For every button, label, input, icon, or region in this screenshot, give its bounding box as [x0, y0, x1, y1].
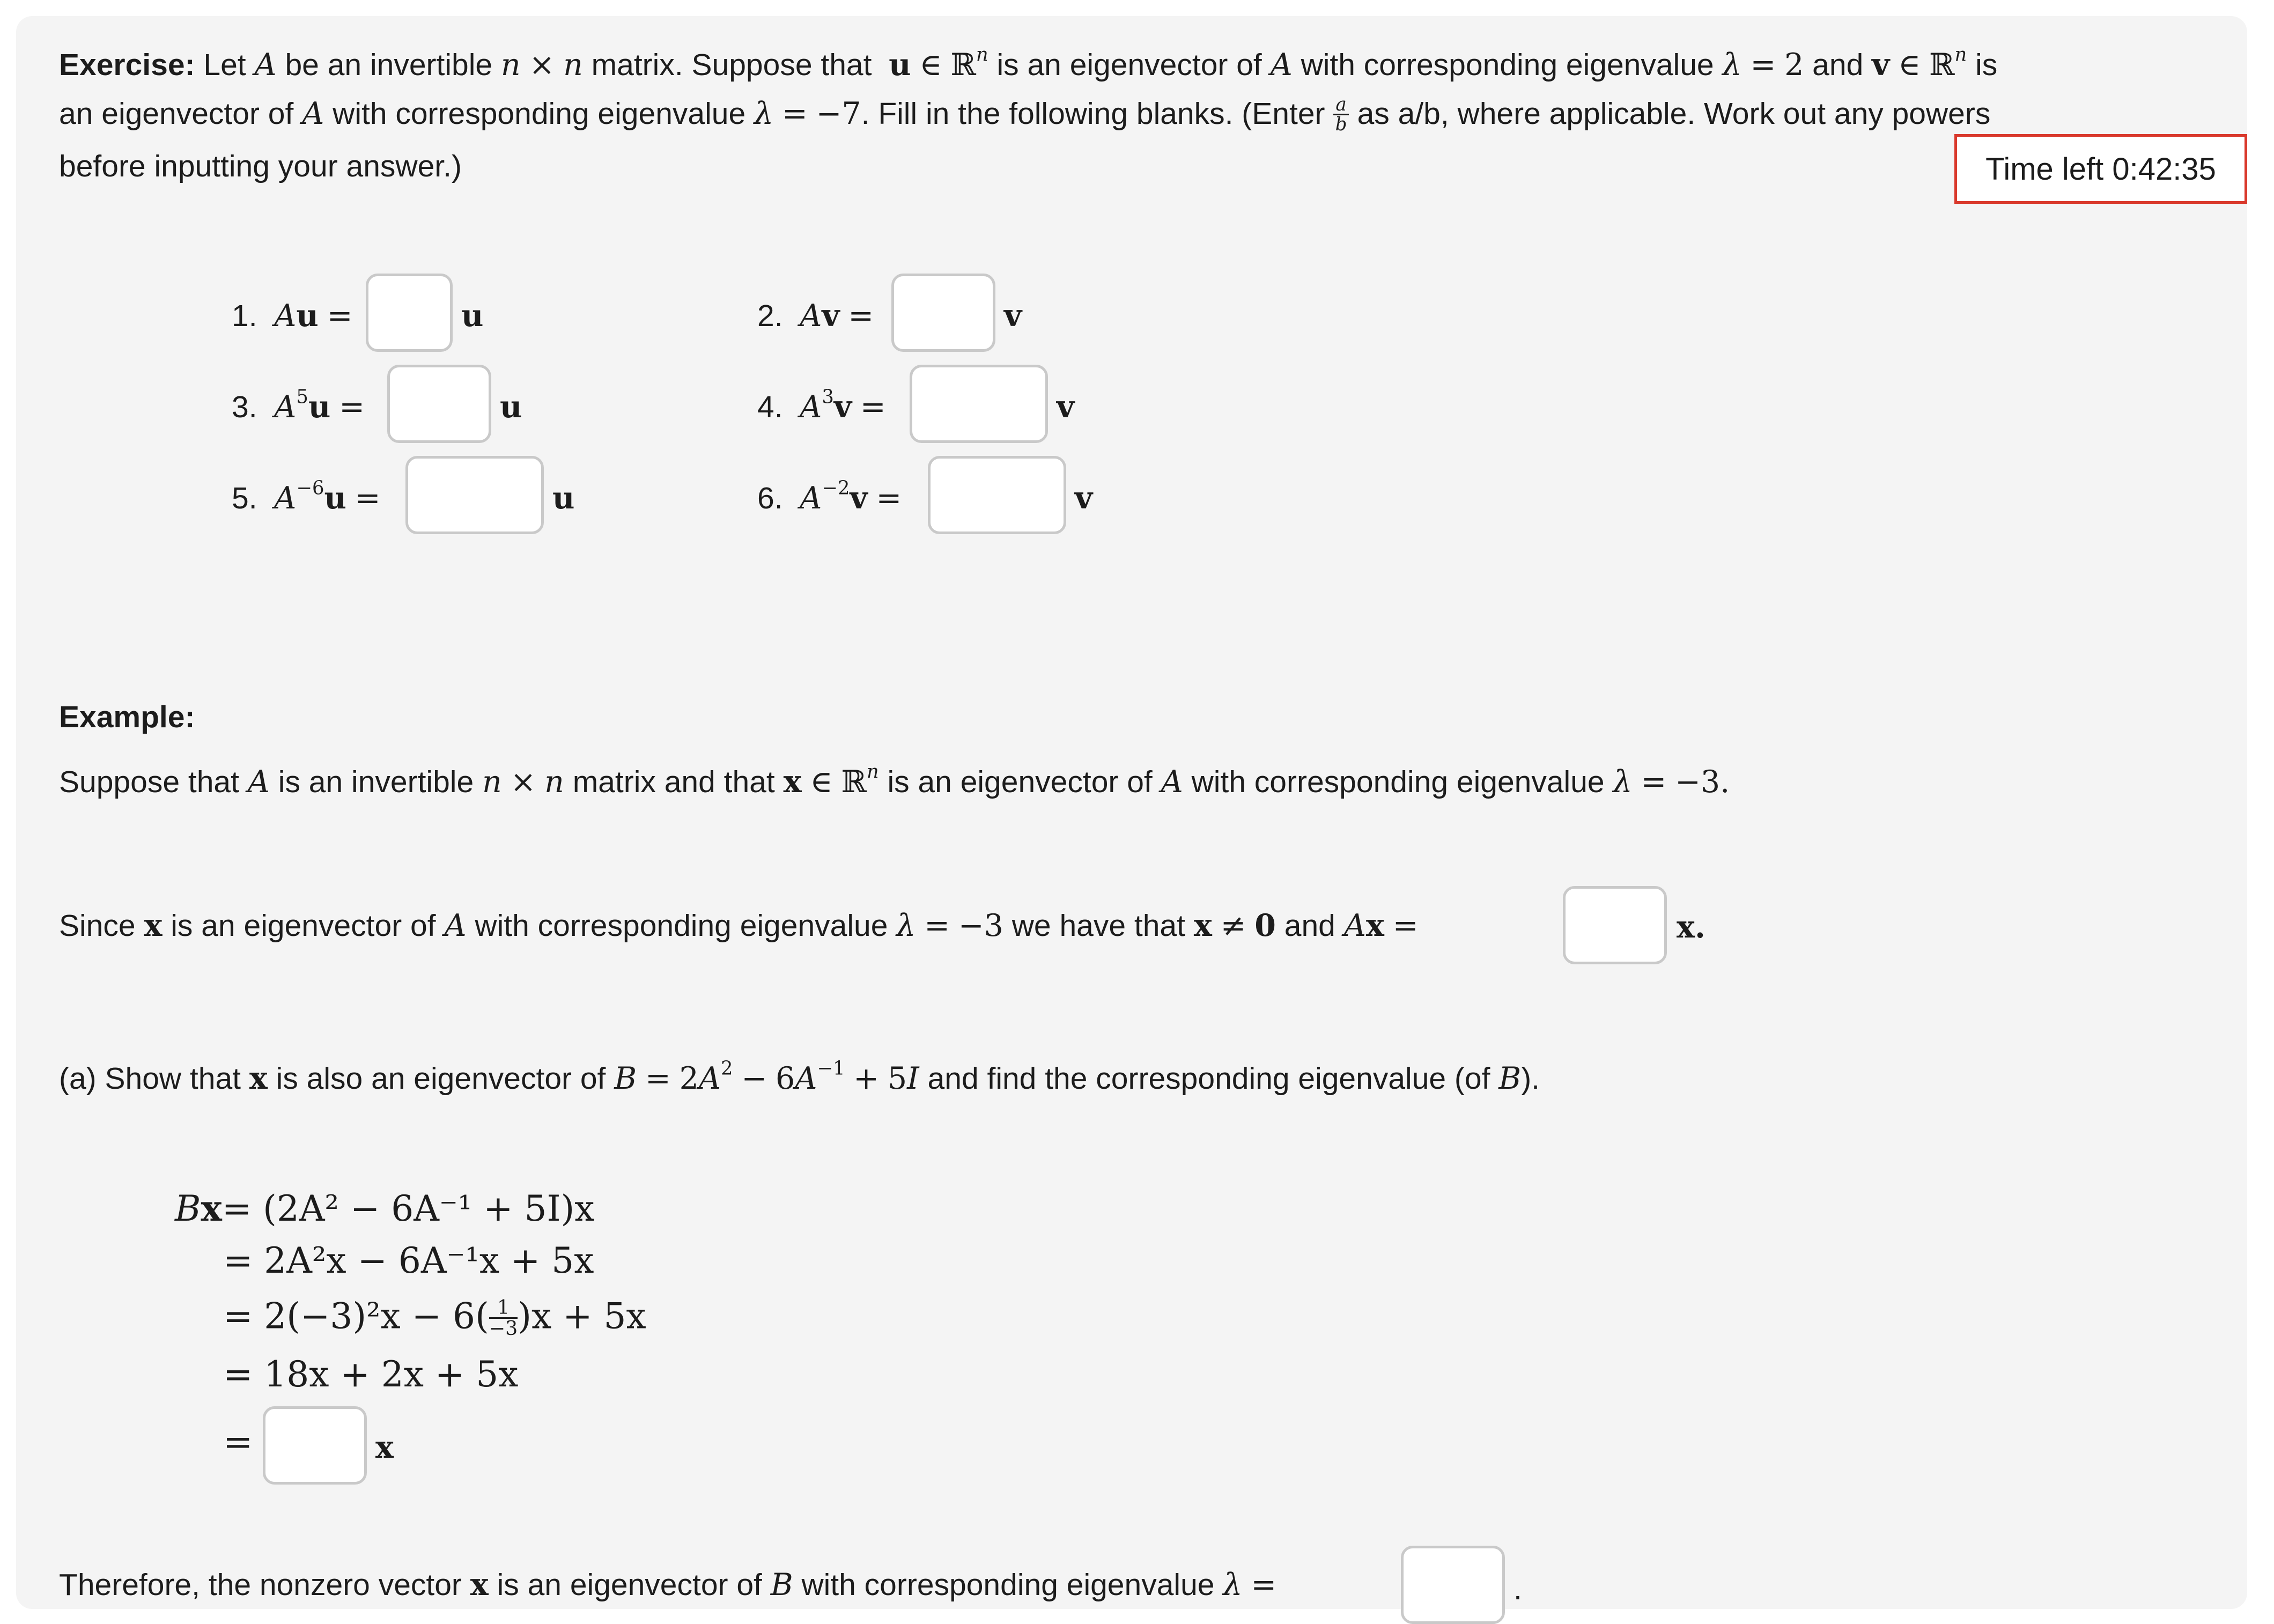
item-4-label: 4. $A^3v$ =	[757, 386, 886, 425]
exercise-line-2: an eigenvector of A with corresponding eigenvalue λ = −7. Fill in the following blanks. (Enter $\frac{a}{b}$ as a/b, where applicable. Work out any powers	[59, 94, 1991, 136]
item-4-vector: v	[1057, 389, 1075, 425]
item-6-label: 6. $A^{-2}v$ =	[757, 477, 902, 516]
derivation-line-3: = 2(−3)²x − 6( $\frac{1}{-3}$ )x + 5x	[223, 1295, 646, 1340]
item-2-label: 2. Av =	[757, 298, 874, 334]
answer-input-4[interactable]	[910, 365, 1048, 443]
exercise-label: Exercise:	[59, 48, 195, 82]
derivation-answer-input[interactable]	[263, 1406, 367, 1485]
answer-input-6[interactable]	[928, 456, 1066, 534]
derivation-line-2: = 2A²x − 6A⁻¹x + 5x	[223, 1240, 594, 1281]
item-3-label: 3. $A^5u$ =	[232, 386, 365, 425]
example-heading: Example:	[59, 700, 195, 734]
example-step-1: Since x is an eigenvector of A with corresponding eigenvalue λ = −3 we have that x ≠ 0 and Ax =	[59, 907, 1419, 943]
item-6-vector: v	[1075, 480, 1093, 516]
derivation-line-1: Bx= (2A² − 6A⁻¹ + 5I)x	[175, 1187, 595, 1229]
derivation-line-5: =	[223, 1421, 253, 1463]
fraction-a-over-b: $\frac{a}{b}$	[1333, 95, 1348, 134]
eigenvalue-v: −7	[816, 96, 861, 132]
item-2-vector: v	[1004, 298, 1022, 334]
exercise-line-1: Exercise: Let A be an invertible n × n matrix. Suppose that u ∈ ℝ$^n$ is an eigenvector of A with corresponding eigenvalue λ = 2 and v ∈ ℝ$^n$ is	[59, 43, 1998, 83]
derivation-suffix: x	[375, 1429, 394, 1465]
eigenvalue-u: 2	[1784, 47, 1804, 83]
answer-input-5[interactable]	[405, 456, 544, 534]
answer-input-1[interactable]	[366, 274, 453, 352]
example-answer-input-1[interactable]	[1563, 886, 1667, 964]
item-1-vector: u	[461, 298, 484, 334]
conclusion-answer-input[interactable]	[1401, 1546, 1505, 1624]
part-a-prompt: (a) Show that x is also an eigenvector of $B = 2A^2 - 6A^{-1} + 5I$ and find the corresponding eigenvalue (of B).	[59, 1057, 1540, 1096]
item-5-vector: u	[552, 480, 575, 516]
time-left-badge: Time left 0:42:35	[1954, 134, 2247, 204]
item-3-vector: u	[500, 389, 522, 425]
example-intro: Suppose that A is an invertible n × n matrix and that x ∈ ℝ$^n$ is an eigenvector of A with corresponding eigenvalue λ = −3.	[59, 761, 1730, 800]
derivation-line-4: = 18x + 2x + 5x	[223, 1354, 519, 1395]
conclusion-period: .	[1513, 1572, 1522, 1606]
conclusion-text: Therefore, the nonzero vector x is an eigenvector of B with corresponding eigenvalue λ =	[59, 1567, 1277, 1603]
answer-input-2[interactable]	[891, 274, 995, 352]
answer-input-3[interactable]	[387, 365, 491, 443]
example-step-1-suffix: x.	[1677, 909, 1706, 945]
exercise-line-3: before inputting your answer.)	[59, 149, 462, 183]
item-5-label: 5. $A^{-6}u$ =	[232, 477, 381, 516]
item-1-label: 1. Au =	[232, 298, 353, 334]
